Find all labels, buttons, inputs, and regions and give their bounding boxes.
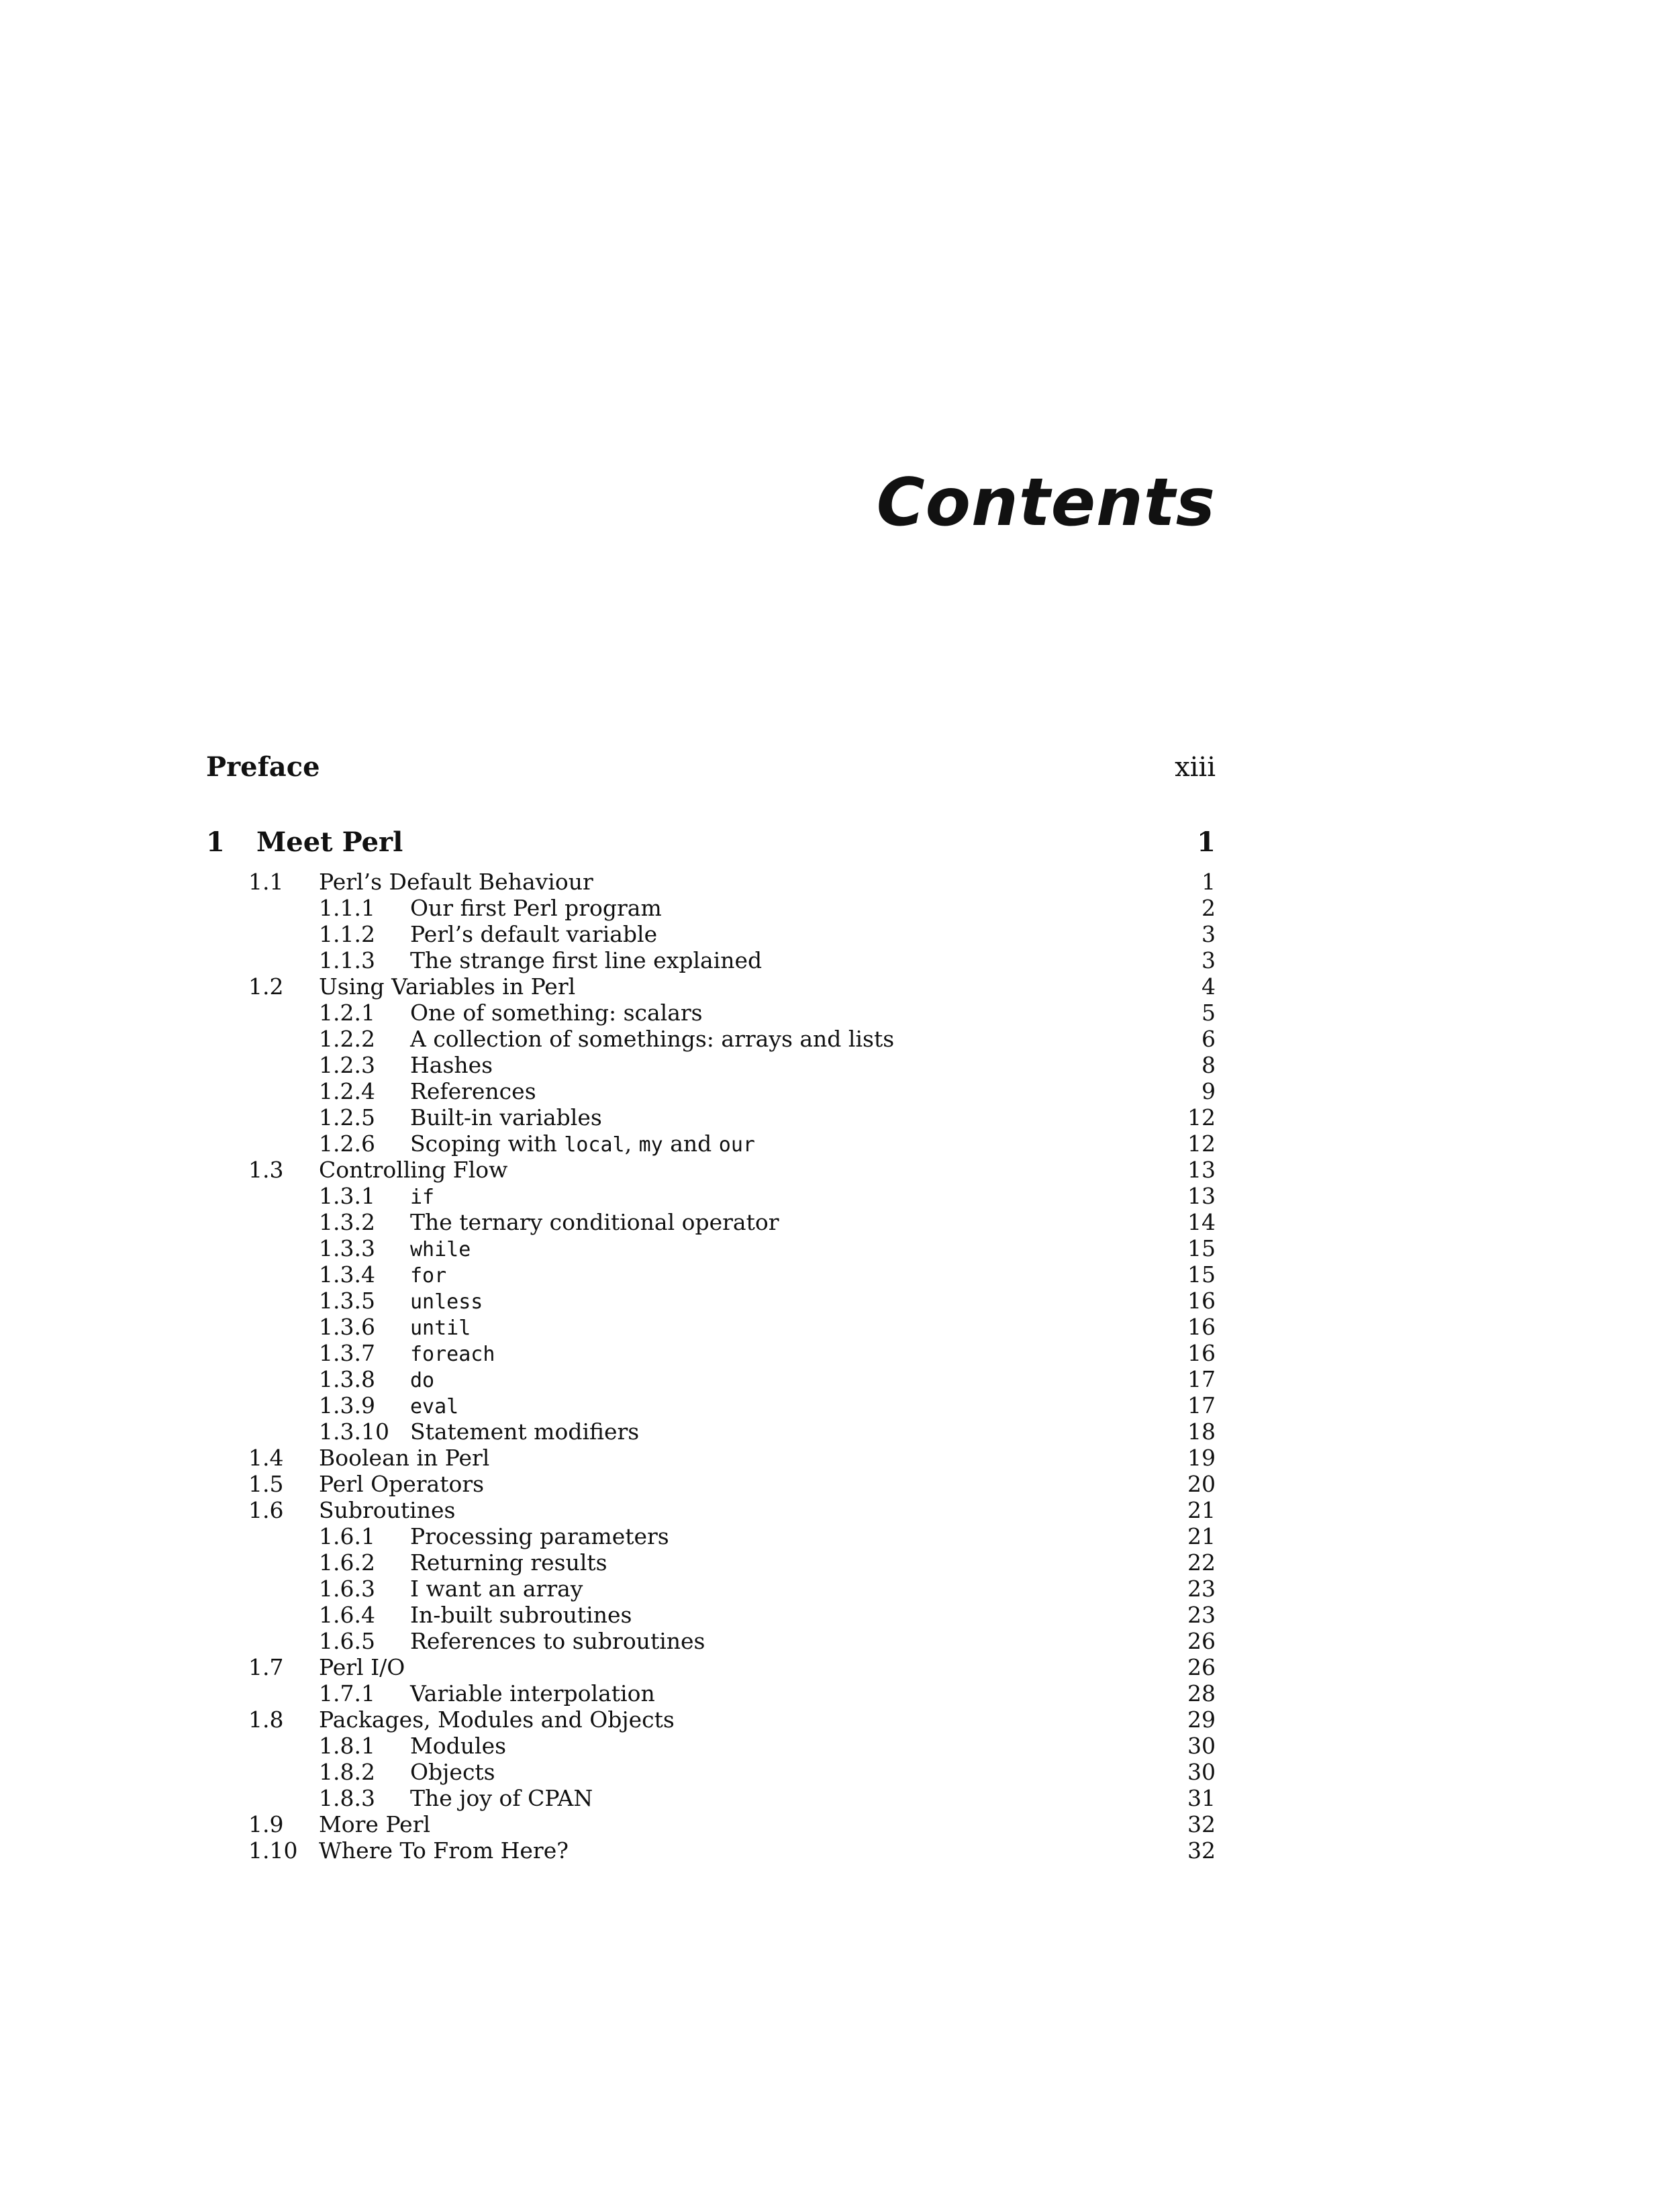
toc-section-row[interactable] [206, 1654, 1216, 1680]
entry-page-number: 3 [1202, 947, 1216, 973]
entry-page-number: 15 [1187, 1235, 1216, 1261]
entry-number: 1.6.1 [319, 1523, 375, 1549]
entry-title-text: Statement modifiers [410, 1418, 640, 1445]
entry-number: 1.6 [248, 1497, 284, 1523]
entry-page-number: 8 [1202, 1052, 1216, 1078]
entry-number: 1.1.1 [319, 895, 375, 921]
toc-section-row[interactable] [206, 1497, 1216, 1523]
entry-page-number: 16 [1187, 1340, 1216, 1366]
entry-title [410, 921, 657, 947]
entry-number: 1.3.3 [319, 1235, 375, 1261]
toc-subsection-row[interactable] [206, 1288, 1216, 1314]
entry-page-number: 23 [1187, 1576, 1216, 1602]
entry-page-number: 4 [1202, 973, 1216, 1000]
entry-title-text: The strange first line explained [410, 947, 763, 973]
entry-title [410, 1392, 458, 1420]
entry-number: 1.6.2 [319, 1549, 375, 1576]
entry-title-text: Boolean in Perl [319, 1445, 490, 1471]
entry-title-text: Variable interpolation [410, 1680, 655, 1706]
entry-title-text: Subroutines [319, 1497, 456, 1523]
entry-title [410, 1785, 593, 1811]
entry-title [410, 1209, 779, 1235]
entry-number: 1.8.1 [319, 1733, 375, 1759]
entry-page-number: 20 [1187, 1471, 1216, 1497]
entry-page-number: 32 [1187, 1811, 1216, 1837]
toc-section-row[interactable] [206, 1706, 1216, 1733]
entry-page-number: 13 [1187, 1157, 1216, 1183]
entry-number: 1.3 [248, 1157, 284, 1183]
entry-number: 1.6.3 [319, 1576, 375, 1602]
entry-page-number: 5 [1202, 1000, 1216, 1026]
toc-subsection-row[interactable] [206, 1392, 1216, 1418]
entry-number: 1.3.7 [319, 1340, 375, 1366]
entry-title-code: local [564, 1133, 625, 1157]
entry-title [410, 1288, 483, 1315]
entry-number: 1.8.2 [319, 1759, 375, 1785]
entry-title-code: unless [410, 1290, 483, 1314]
entry-page-number: 12 [1187, 1104, 1216, 1131]
entry-title-text: Objects [410, 1759, 495, 1785]
entry-page-number: 32 [1187, 1837, 1216, 1864]
entry-title [410, 1628, 705, 1654]
entry-page-number: 13 [1187, 1183, 1216, 1209]
entry-title [319, 1837, 569, 1864]
entry-page-number: 21 [1187, 1497, 1216, 1523]
entry-page-number: 26 [1187, 1654, 1216, 1680]
entry-page-number: 3 [1202, 921, 1216, 947]
entry-number: 1.5 [248, 1471, 284, 1497]
entry-page-number: 2 [1202, 895, 1216, 921]
entry-title-text: , [624, 1131, 639, 1157]
toc-subsection-row[interactable] [206, 1523, 1216, 1549]
entry-title [410, 1733, 506, 1759]
entry-number: 1.6.4 [319, 1602, 375, 1628]
entry-number: 1.2.6 [319, 1131, 375, 1157]
toc-subsection-row[interactable] [206, 1602, 1216, 1628]
entry-title-text: Our first Perl program [410, 895, 662, 921]
entry-page-number: 16 [1187, 1314, 1216, 1340]
entry-title-code: until [410, 1316, 471, 1340]
entry-number: 1.3.6 [319, 1314, 375, 1340]
preface-page-number: xiii [1175, 752, 1216, 783]
entry-number: 1.1 [248, 869, 284, 895]
entry-title [319, 973, 575, 1000]
entry-number: 1.1.2 [319, 921, 375, 947]
entry-number: 1.1.3 [319, 947, 375, 973]
toc-section-row[interactable] [206, 869, 1216, 895]
entry-title [410, 1104, 602, 1131]
entry-title [410, 1340, 495, 1367]
entry-title [319, 1497, 455, 1523]
toc-section-row[interactable] [206, 1811, 1216, 1837]
table-of-contents [206, 744, 1216, 1864]
toc-preface-row[interactable] [206, 744, 1216, 791]
entry-title-code: foreach [410, 1343, 495, 1366]
entry-title-code: eval [410, 1395, 459, 1418]
entry-title [319, 1706, 675, 1733]
entry-number: 1.10 [248, 1837, 298, 1864]
entry-title [410, 1418, 639, 1445]
chapter-page-number: 1 [1197, 826, 1216, 858]
toc-subsection-row[interactable] [206, 1759, 1216, 1785]
toc-subsection-row[interactable] [206, 1235, 1216, 1261]
entry-title-text: References to subroutines [410, 1628, 705, 1654]
toc-subsection-row[interactable] [206, 1576, 1216, 1602]
entry-title-text: Modules [410, 1733, 507, 1759]
entry-page-number: 22 [1187, 1549, 1216, 1576]
entry-title [410, 1602, 632, 1628]
toc-entries [206, 869, 1216, 1864]
entry-page-number: 18 [1187, 1418, 1216, 1445]
entry-number: 1.3.10 [319, 1418, 389, 1445]
entry-title-code: do [410, 1369, 435, 1392]
entry-number: 1.2.4 [319, 1078, 375, 1104]
spacer [206, 791, 1216, 819]
entry-title-text: Perl Operators [319, 1471, 485, 1497]
toc-subsection-row[interactable] [206, 1314, 1216, 1340]
entry-title-text: Scoping with [410, 1131, 565, 1157]
entry-title [410, 1026, 894, 1052]
entry-page-number: 28 [1187, 1680, 1216, 1706]
entry-number: 1.2 [248, 973, 284, 1000]
entry-title-text: Processing parameters [410, 1523, 669, 1549]
chapter-title: Meet Perl [256, 826, 403, 858]
entry-number: 1.9 [248, 1811, 284, 1837]
entry-title [410, 1523, 669, 1549]
entry-number: 1.3.5 [319, 1288, 375, 1314]
entry-title [319, 1157, 507, 1183]
toc-subsection-row[interactable] [206, 921, 1216, 947]
entry-number: 1.3.4 [319, 1261, 375, 1288]
entry-page-number: 1 [1202, 869, 1216, 895]
entry-title-code: my [638, 1133, 663, 1157]
entry-page-number: 6 [1202, 1026, 1216, 1052]
entry-page-number: 17 [1187, 1366, 1216, 1392]
entry-title-text: Perl’s default variable [410, 921, 658, 947]
entry-title-text: Where To From Here? [319, 1837, 569, 1864]
toc-subsection-row[interactable] [206, 1131, 1216, 1157]
toc-subsection-row[interactable] [206, 1261, 1216, 1288]
entry-title-text: More Perl [319, 1811, 431, 1837]
entry-title-text: Hashes [410, 1052, 493, 1078]
toc-subsection-row[interactable] [206, 1680, 1216, 1706]
entry-title-text: References [410, 1078, 536, 1104]
entry-page-number: 30 [1187, 1733, 1216, 1759]
entry-title-text: Returning results [410, 1549, 607, 1576]
entry-title-code: while [410, 1238, 471, 1261]
entry-title-text: The ternary conditional operator [410, 1209, 779, 1235]
entry-title [410, 1680, 655, 1706]
entry-title [410, 1235, 471, 1263]
toc-section-row[interactable] [206, 1445, 1216, 1471]
entry-page-number: 23 [1187, 1602, 1216, 1628]
entry-title-text: Perl’s Default Behaviour [319, 869, 593, 895]
entry-title-code: for [410, 1264, 447, 1288]
entry-page-number: 12 [1187, 1131, 1216, 1157]
entry-number: 1.7.1 [319, 1680, 375, 1706]
toc-subsection-row[interactable] [206, 947, 1216, 973]
entry-page-number: 9 [1202, 1078, 1216, 1104]
chapter-number: 1 [206, 826, 225, 858]
entry-title [410, 1314, 471, 1341]
entry-title [410, 1261, 446, 1289]
entry-title-text: and [663, 1131, 719, 1157]
entry-title [319, 869, 593, 895]
entry-number: 1.2.3 [319, 1052, 375, 1078]
entry-title-text: In-built subroutines [410, 1602, 632, 1628]
entry-page-number: 30 [1187, 1759, 1216, 1785]
toc-subsection-row[interactable] [206, 1340, 1216, 1366]
entry-page-number: 14 [1187, 1209, 1216, 1235]
entry-page-number: 16 [1187, 1288, 1216, 1314]
entry-title [410, 1078, 536, 1104]
entry-title [410, 1052, 493, 1078]
toc-section-row[interactable] [206, 973, 1216, 1000]
entry-page-number: 29 [1187, 1706, 1216, 1733]
toc-subsection-row[interactable] [206, 1209, 1216, 1235]
entry-number: 1.3.1 [319, 1183, 375, 1209]
entry-title-text: A collection of somethings: arrays and lists [410, 1026, 895, 1052]
entry-title [410, 1576, 583, 1602]
entry-title-text: Built-in variables [410, 1104, 602, 1131]
toc-subsection-row[interactable] [206, 1785, 1216, 1811]
toc-subsection-row[interactable] [206, 1052, 1216, 1078]
entry-title [319, 1445, 489, 1471]
entry-number: 1.4 [248, 1445, 284, 1471]
toc-subsection-row[interactable] [206, 1366, 1216, 1392]
entry-title [410, 1366, 434, 1394]
entry-page-number: 15 [1187, 1261, 1216, 1288]
entry-title-code: if [410, 1186, 435, 1209]
entry-number: 1.2.2 [319, 1026, 375, 1052]
entry-title-text: One of something: scalars [410, 1000, 703, 1026]
entry-number: 1.3.2 [319, 1209, 375, 1235]
entry-title [410, 1549, 607, 1576]
entry-number: 1.7 [248, 1654, 284, 1680]
entry-title [410, 1183, 434, 1210]
entry-page-number: 19 [1187, 1445, 1216, 1471]
toc-subsection-row[interactable] [206, 1183, 1216, 1209]
toc-subsection-row[interactable] [206, 1549, 1216, 1576]
toc-subsection-row[interactable] [206, 1418, 1216, 1445]
entry-title [410, 1000, 703, 1026]
toc-section-row[interactable] [206, 1471, 1216, 1497]
entry-title-text: Using Variables in Perl [319, 973, 576, 1000]
entry-title-text: I want an array [410, 1576, 583, 1602]
entry-number: 1.3.8 [319, 1366, 375, 1392]
entry-title-text: Perl I/O [319, 1654, 405, 1680]
toc-subsection-row[interactable] [206, 1078, 1216, 1104]
entry-title [410, 1759, 495, 1785]
entry-title [410, 1131, 755, 1158]
entry-page-number: 21 [1187, 1523, 1216, 1549]
entry-page-number: 31 [1187, 1785, 1216, 1811]
toc-subsection-row[interactable] [206, 1104, 1216, 1131]
entry-number: 1.3.9 [319, 1392, 375, 1418]
entry-title [319, 1811, 430, 1837]
toc-subsection-row[interactable] [206, 1026, 1216, 1052]
toc-subsection-row[interactable] [206, 1000, 1216, 1026]
entry-title [410, 947, 762, 973]
page-title: Contents [876, 465, 1216, 541]
entry-number: 1.2.5 [319, 1104, 375, 1131]
toc-subsection-row[interactable] [206, 1733, 1216, 1759]
entry-title-text: The joy of CPAN [410, 1785, 593, 1811]
toc-subsection-row[interactable] [206, 895, 1216, 921]
entry-title-code: our [718, 1133, 755, 1157]
toc-chapter-row[interactable] [206, 819, 1216, 866]
entry-number: 1.6.5 [319, 1628, 375, 1654]
entry-title [319, 1471, 484, 1497]
preface-title: Preface [206, 751, 320, 783]
entry-title [319, 1654, 405, 1680]
entry-title-text: Packages, Modules and Objects [319, 1706, 675, 1733]
toc-subsection-row[interactable] [206, 1628, 1216, 1654]
toc-section-row[interactable] [206, 1837, 1216, 1864]
entry-number: 1.8.3 [319, 1785, 375, 1811]
entry-title-text: Controlling Flow [319, 1157, 508, 1183]
toc-section-row[interactable] [206, 1157, 1216, 1183]
entry-number: 1.2.1 [319, 1000, 375, 1026]
entry-page-number: 17 [1187, 1392, 1216, 1418]
entry-page-number: 26 [1187, 1628, 1216, 1654]
entry-number: 1.8 [248, 1706, 284, 1733]
entry-title [410, 895, 662, 921]
